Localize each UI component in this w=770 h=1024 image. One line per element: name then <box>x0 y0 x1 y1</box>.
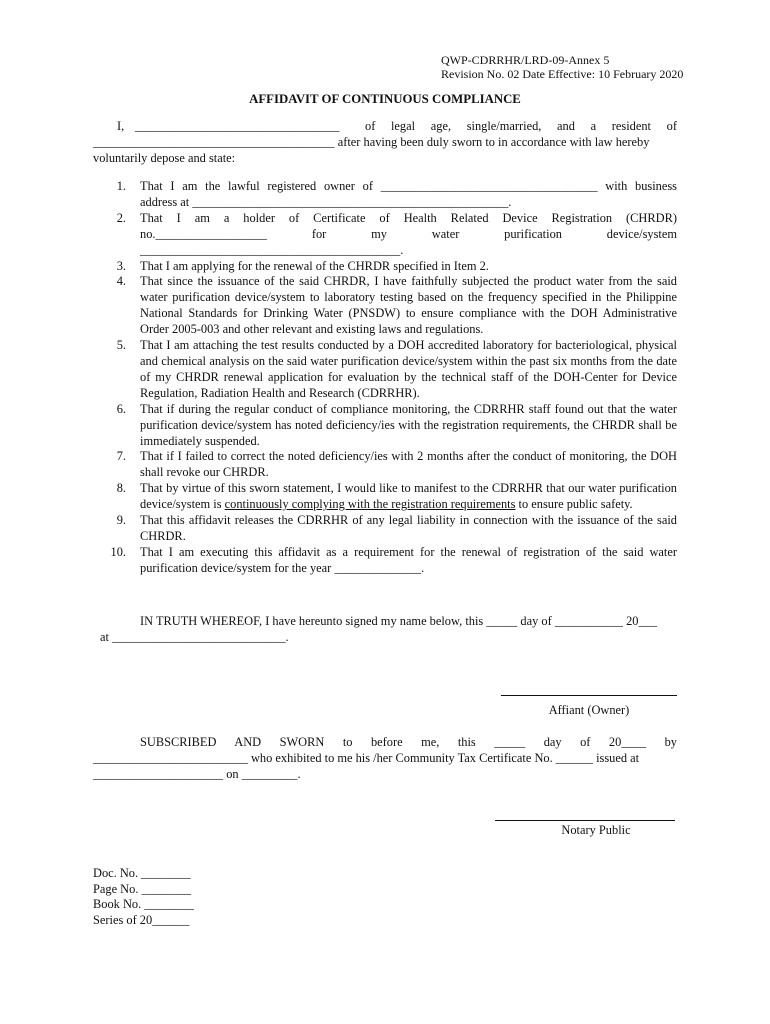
notarial-register <box>93 866 194 928</box>
list-item: 4. That since the issuance of the said CHRDR, I have faithfully subjected the product water from the said water purification device/system to laboratory testing based on the frequency specified in the Philippine National Standards for Drinking Water (PNSDW) to ensure compliance with the DOH Administrative Order 2005-003 and other relevant and existing laws and regulations. <box>116 274 677 337</box>
list-item: 3. That I am applying for the renewal of the CHRDR specified in Item 2. <box>116 258 489 273</box>
subscribed-line2: _________________________ who exhibited to me his /her Community Tax Certificate No. ______ issued at <box>93 751 640 765</box>
document-title: AFFIDAVIT OF CONTINUOUS COMPLIANCE <box>249 92 521 106</box>
intro-line2: _______________________________________ after having been duly sworn to in accordance with law hereby <box>93 135 650 149</box>
list-item: 5. That I am attaching the test results conducted by a DOH accredited laboratory for bacteriological, physical and chemical analysis on the said water purification device/system within the past six months from the date of my CHRDR renewal application for evaluation by the technical staff of the DOH-Center for Device Regulation, Radiation Health and Research (CDRRHR). <box>116 338 677 400</box>
list-item: 7. That if I failed to correct the noted deficiency/ies with 2 months after the conduct of monitoring, the DOH shall revoke our CHRDR. <box>116 449 677 480</box>
affiant-signature-line <box>501 695 677 696</box>
subscribed-line3: _____________________ on _________. <box>93 767 301 781</box>
subscribed-line1: SUBSCRIBED AND SWORN to before me, this _____ day of 20____ by <box>140 735 677 749</box>
name-blank: _________________________________ <box>135 119 340 133</box>
list-item: 8. That by virtue of this sworn statement, I would like to manifest to the CDRRHR that our water purification device/system is continuously complying with the registration requirements to ensure public safety. <box>116 481 677 512</box>
revision-info: Revision No. 02 Date Effective: 10 February 2020 <box>441 66 684 81</box>
document-header <box>441 54 683 81</box>
list-item: 2. That I am a holder of Certificate of Health Related Device Registration (CHRDR) no.__________________ for my water purification device/system __________________________________________. <box>116 210 677 257</box>
intro-line3: voluntarily depose and state: <box>93 151 236 165</box>
affiant-label: Affiant (Owner) <box>548 703 630 717</box>
document-code: QWP-CDRRHR/LRD-09-Annex 5 <box>441 53 610 67</box>
notary-signature-line <box>495 820 675 821</box>
series-of: Series of 20______ <box>93 912 190 927</box>
list-item: 1. That I am the lawful registered owner of ___________________________________ with business address at ___________________________________________________. <box>116 179 677 209</box>
book-no: Book No. ________ <box>93 897 194 911</box>
page-no: Page No. ________ <box>93 881 192 896</box>
list-item: 9. That this affidavit releases the CDRRHR of any legal liability in connection with the issuance of the said CHRDR. <box>116 513 677 543</box>
intro-i: I, <box>117 119 125 133</box>
list-item: 10. That I am executing this affidavit as a requirement for the renewal of registration of the said water purification device/system for the year ______________. <box>110 544 677 575</box>
notary-label: Notary Public <box>561 823 631 837</box>
list-item: 6. That if during the regular conduct of compliance monitoring, the CDRRHR staff found out that the water purification device/system has noted deficiency/ies with the registration requirements, the CHRDR shall be immediately suspended. <box>116 401 677 448</box>
statement-list <box>93 179 677 577</box>
intro-line1-end: of legal age, single/married, and a resident of <box>365 119 677 133</box>
truth-line2: at ____________________________. <box>100 630 289 644</box>
doc-no: Doc. No. ________ <box>93 866 191 880</box>
truth-line1: IN TRUTH WHEREOF, I have hereunto signed my name below, this _____ day of ___________ 20___ <box>140 614 658 628</box>
underlined-phrase: continuously complying with the registration requirements <box>224 497 516 512</box>
